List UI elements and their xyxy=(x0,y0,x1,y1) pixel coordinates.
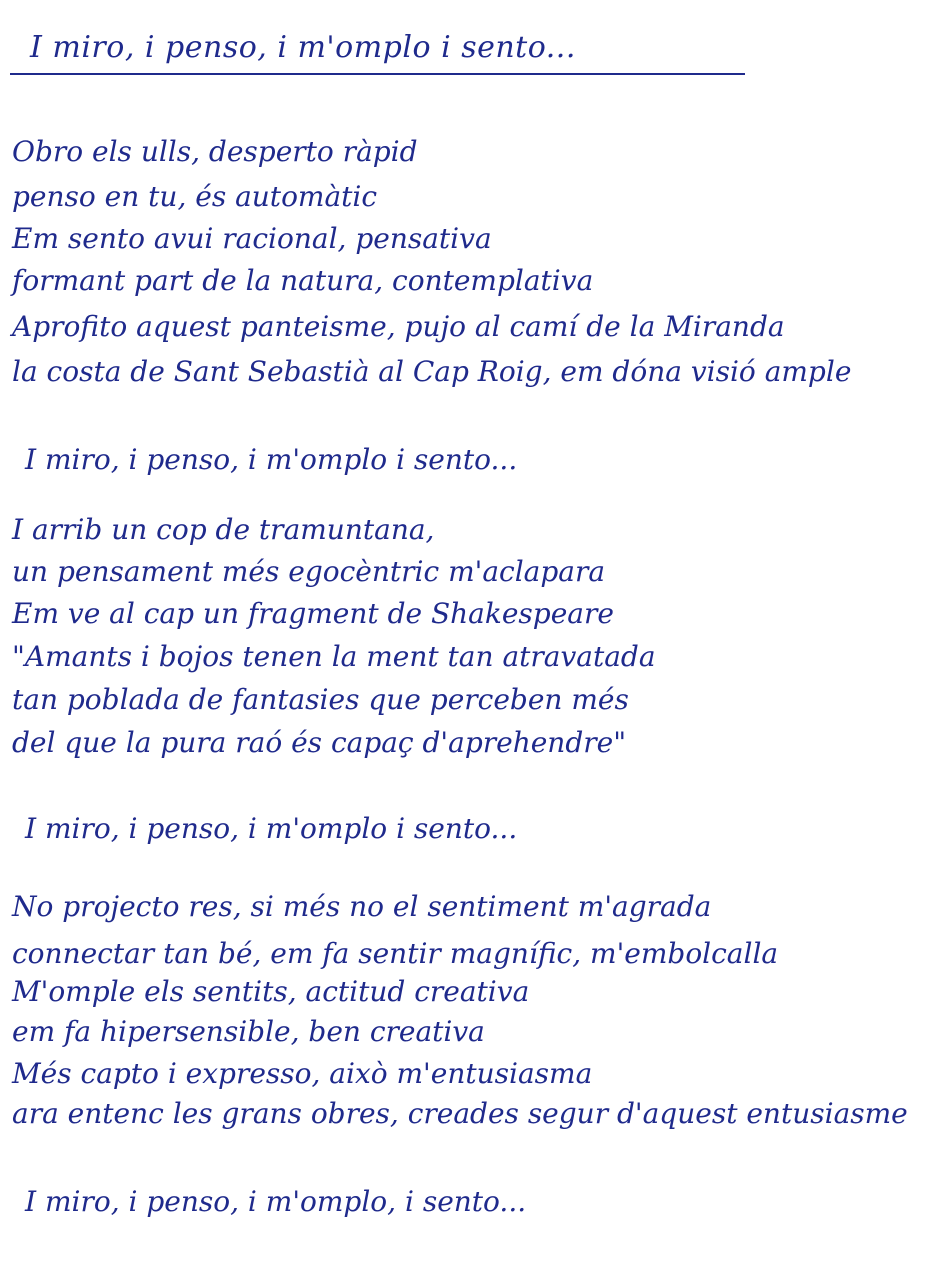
poem-line: tan poblada de fantasies que perceben més xyxy=(12,683,629,716)
poem-line: I arrib un cop de tramuntana, xyxy=(12,513,435,546)
poem-line: em fa hipersensible, ben creativa xyxy=(12,1015,485,1048)
poem-refrain: I miro, i penso, i m'omplo, i sento... xyxy=(25,1185,527,1218)
poem-line: ara entenc les grans obres, creades segur d'aquest entusiasme xyxy=(12,1097,908,1130)
poem-line: Aprofito aquest panteisme, pujo al camí de la Miranda xyxy=(12,310,785,343)
poem-line: la costa de Sant Sebastià al Cap Roig, em dóna visió ample xyxy=(12,355,852,388)
poem-line: del que la pura raó és capaç d'aprehendre" xyxy=(12,726,627,759)
poem-line: formant part de la natura, contemplativa xyxy=(12,264,594,297)
poem-line: "Amants i bojos tenen la ment tan atravatada xyxy=(12,640,656,673)
poem-line: Més capto i expresso, això m'entusiasma xyxy=(12,1057,593,1090)
title-underline xyxy=(10,73,745,75)
poem-line: M'omple els sentits, actitud creativa xyxy=(12,975,530,1008)
poem-refrain: I miro, i penso, i m'omplo i sento... xyxy=(25,812,518,845)
poem-line: No projecto res, si més no el sentiment m'agrada xyxy=(12,890,712,923)
poem-line: penso en tu, és automàtic xyxy=(12,180,378,213)
poem-line: connectar tan bé, em fa sentir magnífic, m'embolcalla xyxy=(12,937,779,970)
poem-line: Em sento avui racional, pensativa xyxy=(12,222,492,255)
poem-line: Obro els ulls, desperto ràpid xyxy=(12,135,418,168)
poem-title: I miro, i penso, i m'omplo i sento... xyxy=(30,30,576,65)
poem-line: un pensament més egocèntric m'aclapara xyxy=(12,555,606,588)
poem-refrain: I miro, i penso, i m'omplo i sento... xyxy=(25,443,518,476)
poem-line: Em ve al cap un fragment de Shakespeare xyxy=(12,597,614,630)
